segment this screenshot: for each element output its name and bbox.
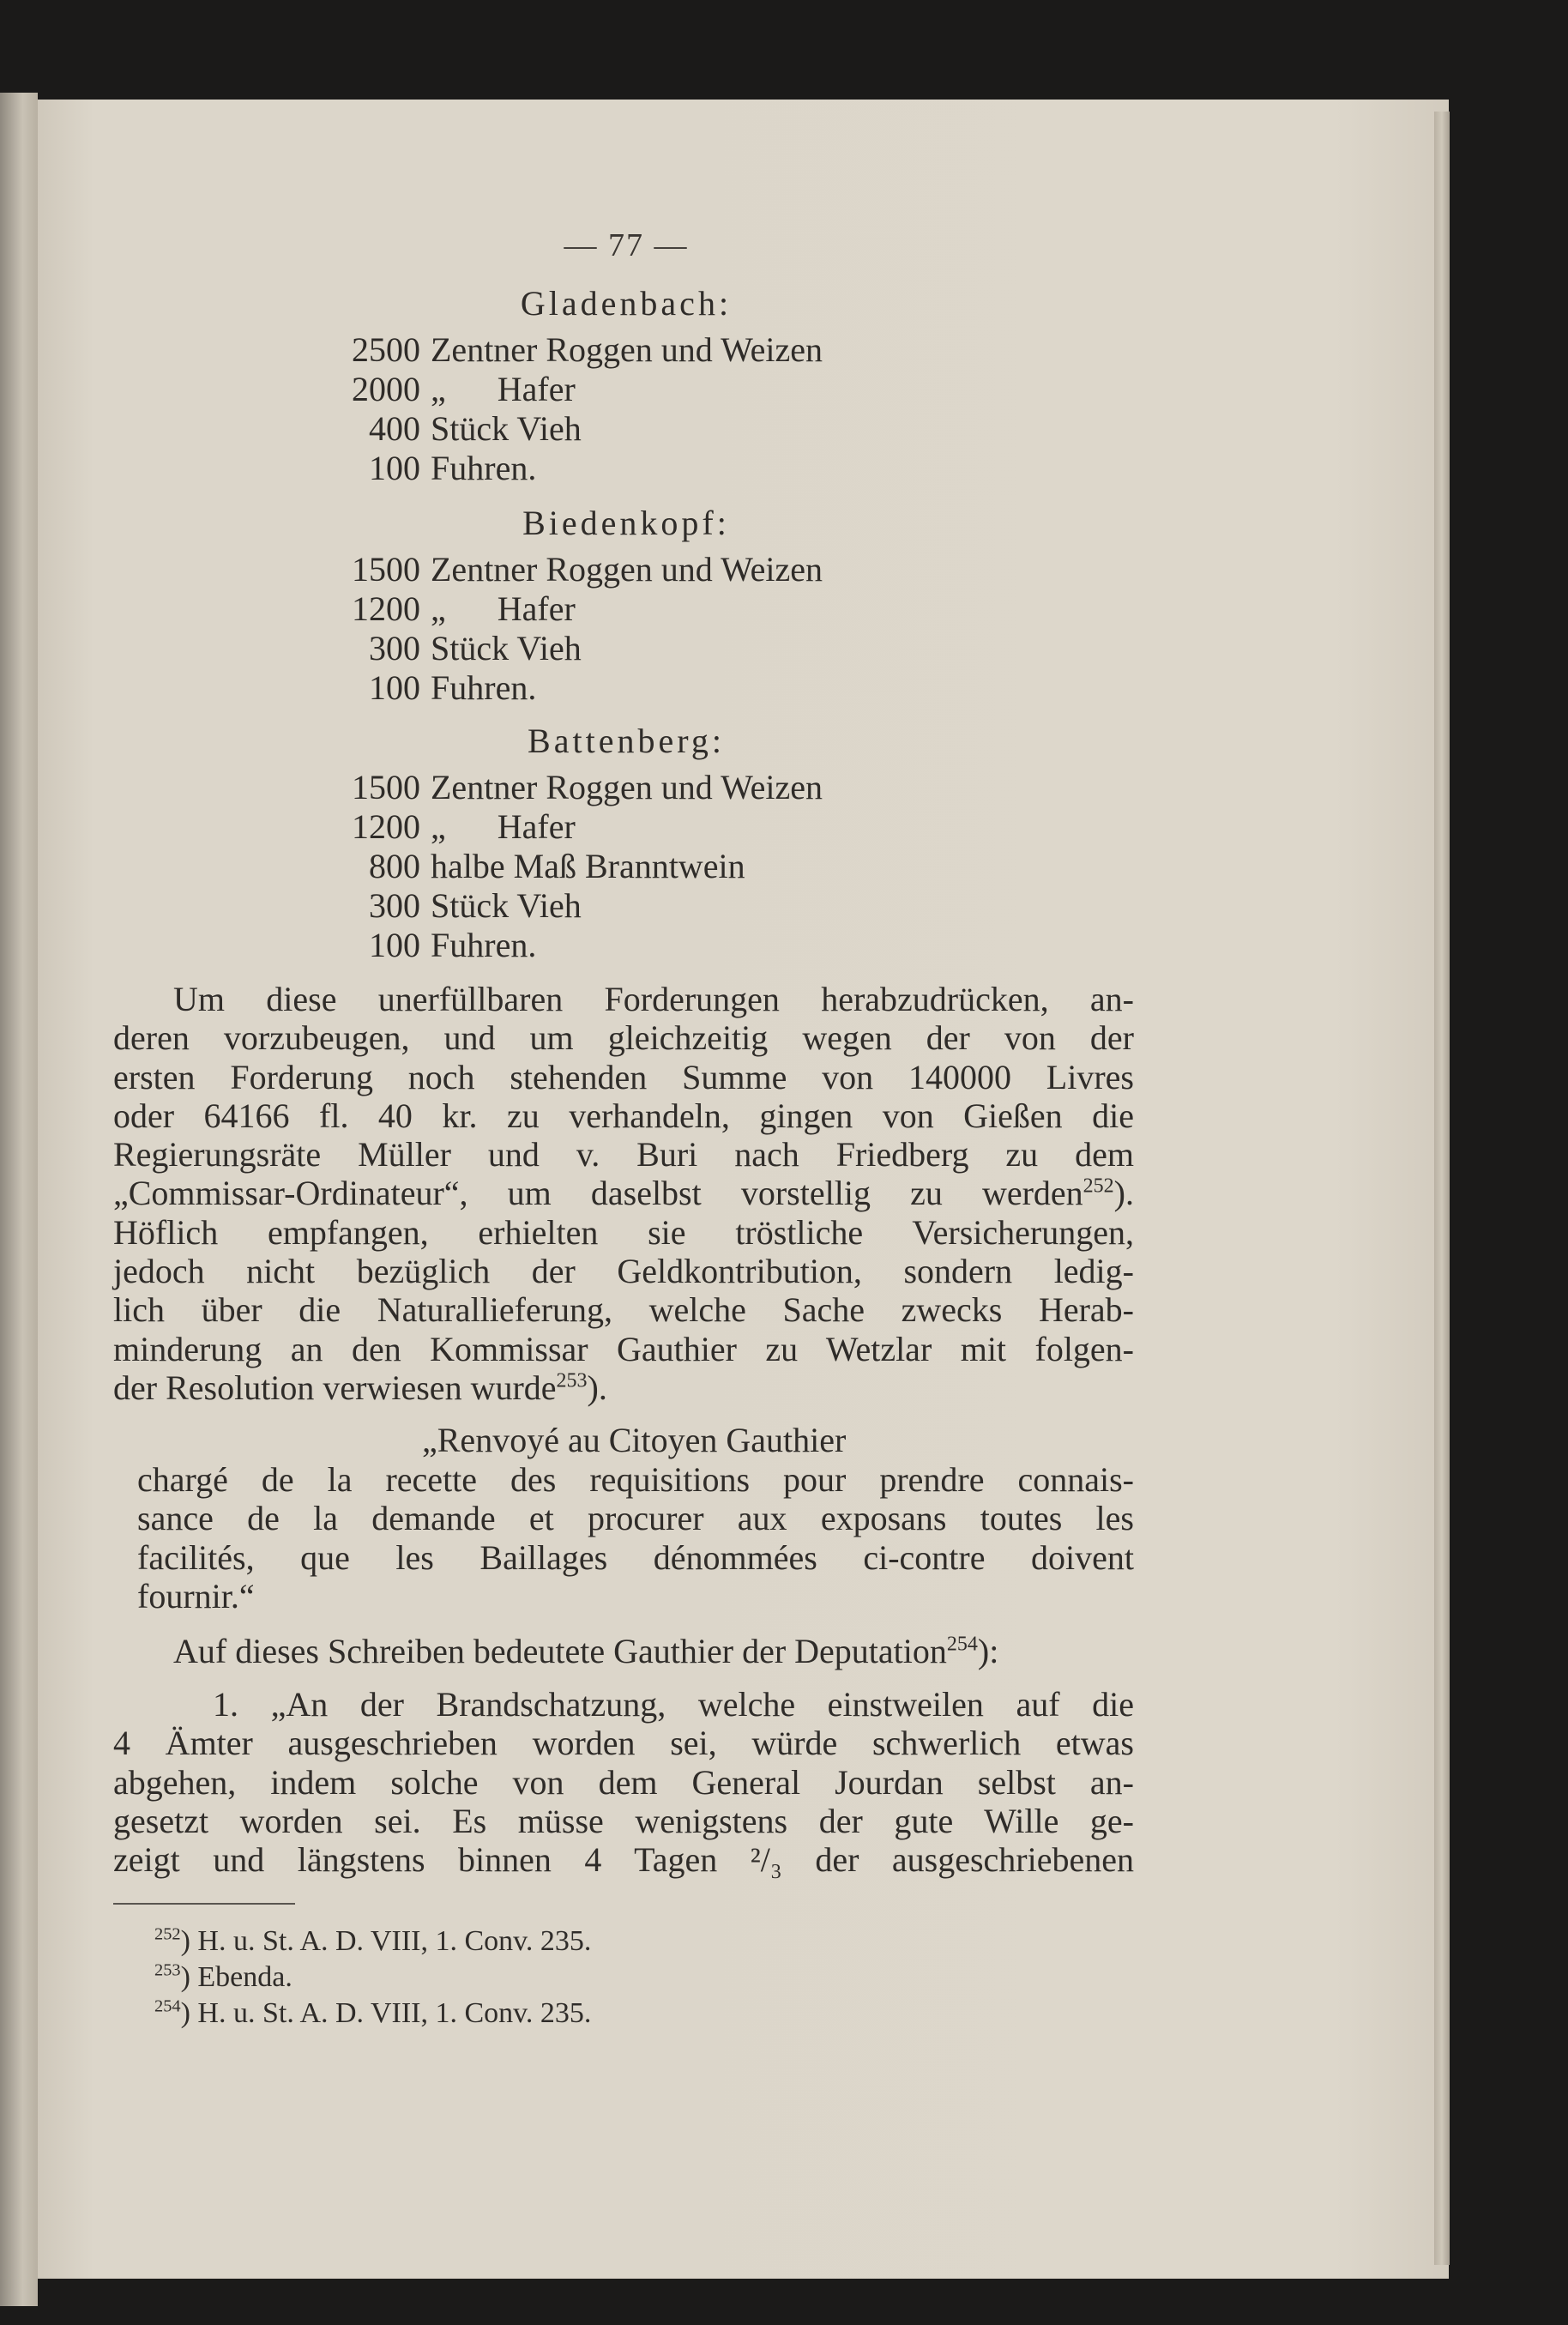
text-line: 4 Ämter ausgeschrieben worden sei, würde schwerlich etwas xyxy=(113,1724,1134,1763)
footnote-ref: 253 xyxy=(556,1369,588,1392)
item-text: „ Hafer xyxy=(431,807,576,846)
footnote-ref: 254 xyxy=(946,1633,978,1656)
section-heading-gladenbach: Gladenbach: xyxy=(520,284,733,323)
item-text: „ Hafer xyxy=(431,370,576,408)
text-line: oder 64166 fl. 40 kr. zu verhandeln, gingen von Gießen die xyxy=(113,1096,1134,1135)
text-line: deren vorzubeugen, und um gleichzeitig wegen der von der xyxy=(113,1018,1134,1058)
text-line: Um diese unerfüllbaren Forderungen herabzudrücken, an- xyxy=(173,980,1134,1018)
body-paragraph xyxy=(113,980,1134,1407)
fraction: ²/₃ xyxy=(750,1840,782,1880)
footnote-text: ) H. u. St. A. D. VIII, 1. Conv. 235. xyxy=(180,1997,592,2029)
quantity: 400 xyxy=(369,409,420,448)
text-segment: ): xyxy=(977,1632,999,1670)
list-item xyxy=(292,846,745,885)
text-segment: ). xyxy=(587,1368,607,1407)
text-line: lich über die Naturallieferung, welche Sache zwecks Herab- xyxy=(113,1290,1134,1330)
text-line: chargé de la recette des requisitions pour prendre connais- xyxy=(137,1460,1134,1499)
quantity: 300 xyxy=(369,629,420,667)
item-text: Zentner Roggen und Weizen xyxy=(431,768,823,806)
footnote-text: ) Ebenda. xyxy=(180,1961,292,1993)
item-text: halbe Maß Branntwein xyxy=(431,847,745,885)
quote-first-line xyxy=(422,1421,937,1459)
body-paragraph xyxy=(113,1685,1134,1879)
quantity: 1500 xyxy=(352,550,420,589)
quantity: 800 xyxy=(369,847,420,885)
text-line: 1. „An der Brandschatzung, welche einstweilen auf die xyxy=(213,1685,1134,1724)
list-item xyxy=(292,408,582,448)
text-segment: ). xyxy=(1113,1174,1134,1213)
quantity: 100 xyxy=(369,926,420,964)
quantity: 300 xyxy=(369,886,420,925)
body-paragraph xyxy=(173,1632,1134,1670)
item-text: Stück Vieh xyxy=(431,629,582,667)
list-item xyxy=(292,925,537,964)
text-line: „Renvoyé au Citoyen Gauthier xyxy=(422,1421,847,1459)
text-line xyxy=(173,1632,1134,1670)
quantity: 1500 xyxy=(352,768,420,806)
quantity: 2000 xyxy=(352,370,420,408)
page-fore-edge xyxy=(1434,112,1450,2265)
text-segment: Auf dieses Schreiben bedeutete Gauthier der Deputation xyxy=(173,1632,947,1670)
text-line xyxy=(113,1174,1134,1212)
section-heading-battenberg: Battenberg: xyxy=(528,722,725,760)
text-line: minderung an den Kommissar Gauthier zu Wetzlar mit folgen- xyxy=(113,1329,1134,1368)
footnote-number: 254 xyxy=(154,1996,181,2016)
footnote-ref: 252 xyxy=(1083,1175,1114,1199)
list-item xyxy=(292,667,537,707)
footnote-divider xyxy=(113,1903,295,1905)
list-item xyxy=(292,549,823,589)
item-text: Stück Vieh xyxy=(431,409,582,448)
quantity: 1200 xyxy=(352,589,420,628)
section-heading-biedenkopf: Biedenkopf: xyxy=(522,504,730,542)
text-line: jedoch nicht bezüglich der Geldkontribution, sondern ledig- xyxy=(113,1252,1134,1291)
page-number: — 77 — xyxy=(564,227,689,263)
text-line xyxy=(113,1368,1134,1407)
quote-block xyxy=(137,1460,1134,1615)
quantity: 2500 xyxy=(352,330,420,369)
text-line: abgehen, indem solche von dem General Jourdan selbst an- xyxy=(113,1762,1134,1802)
footnote xyxy=(154,1925,591,1958)
item-text: Stück Vieh xyxy=(431,886,582,925)
text-segment: zeigt und längstens binnen 4 Tagen xyxy=(113,1840,751,1880)
text-line: gesetzt worden sei. Es müsse wenigstens der gute Wille ge- xyxy=(113,1801,1134,1840)
text-line: facilités, que les Baillages dénommées ci-contre doivent xyxy=(137,1537,1134,1577)
item-text: Fuhren. xyxy=(431,668,537,707)
list-item xyxy=(292,806,576,846)
list-item xyxy=(292,448,537,487)
left-page-edge xyxy=(0,93,38,2306)
list-item xyxy=(292,767,823,806)
footnote-number: 252 xyxy=(154,1924,181,1944)
list-item xyxy=(292,885,582,925)
footnote-text: ) H. u. St. A. D. VIII, 1. Conv. 235. xyxy=(180,1925,592,1957)
item-text: „ Hafer xyxy=(431,589,576,628)
footnote xyxy=(154,1997,591,2030)
footnote xyxy=(154,1961,292,1994)
text-line: ersten Forderung noch stehenden Summe von 140000 Livres xyxy=(113,1057,1134,1096)
text-line: Regierungsräte Müller und v. Buri nach Friedberg zu dem xyxy=(113,1135,1134,1175)
quantity: 1200 xyxy=(352,807,420,846)
item-text: Fuhren. xyxy=(431,926,537,964)
quantity: 100 xyxy=(369,668,420,707)
text-segment: „Commissar-Ordinateur“, um daselbst vorstellig zu werden xyxy=(113,1174,1083,1213)
text-line: sance de la demande et procurer aux exposans toutes les xyxy=(137,1499,1134,1538)
text-segment: der ausgeschriebenen xyxy=(781,1840,1134,1880)
footnote-number: 253 xyxy=(154,1960,181,1980)
list-item xyxy=(292,329,823,369)
text-line: fournir.“ xyxy=(137,1576,255,1615)
list-item xyxy=(292,589,576,628)
item-text: Zentner Roggen und Weizen xyxy=(431,330,823,369)
item-text: Zentner Roggen und Weizen xyxy=(431,550,823,589)
text-line: Höflich empfangen, erhielten sie tröstliche Versicherungen, xyxy=(113,1212,1134,1252)
text-segment: der Resolution verwiesen wurde xyxy=(113,1368,557,1407)
text-line xyxy=(113,1840,1134,1879)
quantity: 100 xyxy=(369,449,420,487)
list-item xyxy=(292,628,582,667)
list-item xyxy=(292,369,576,408)
item-text: Fuhren. xyxy=(431,449,537,487)
